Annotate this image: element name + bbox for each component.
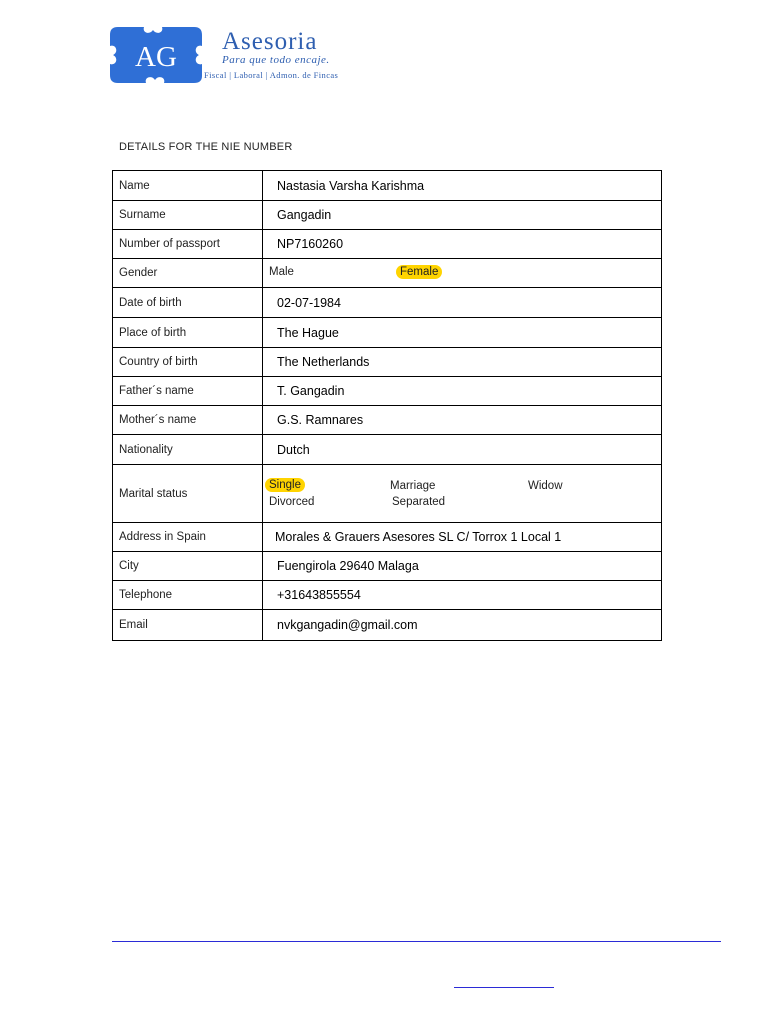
label-gender: Gender — [113, 259, 263, 288]
label-dob: Date of birth — [113, 288, 263, 318]
label-telephone: Telephone — [113, 581, 263, 610]
field-gender — [263, 259, 662, 288]
label-father: Father´s name — [113, 377, 263, 406]
row-cob — [113, 348, 662, 377]
svg-text:AG: AG — [135, 41, 177, 73]
field-dob[interactable]: 02-07-1984 — [263, 288, 662, 318]
field-father[interactable]: T. Gangadin — [263, 377, 662, 406]
brand-services: Fiscal | Laboral | Admon. de Fincas — [204, 70, 339, 80]
row-father — [113, 377, 662, 406]
field-pob[interactable]: The Hague — [263, 318, 662, 348]
field-marital — [263, 465, 662, 523]
row-pob — [113, 318, 662, 348]
field-surname[interactable]: Gangadin — [263, 201, 662, 230]
label-cob: Country of birth — [113, 348, 263, 377]
label-city: City — [113, 552, 263, 581]
label-nationality: Nationality — [113, 435, 263, 465]
marital-option-separated[interactable]: Separated — [392, 496, 446, 508]
row-name — [113, 171, 662, 201]
brand-name: Asesoria — [222, 28, 318, 55]
brand-tagline: Para que todo encaje. — [222, 54, 330, 66]
label-email: Email — [113, 610, 263, 641]
row-gender — [113, 259, 662, 288]
row-address — [113, 523, 662, 552]
row-nationality — [113, 435, 662, 465]
marital-option-divorced[interactable]: Divorced — [269, 496, 315, 508]
row-marital — [113, 465, 662, 523]
marital-option-widow[interactable]: Widow — [528, 480, 563, 492]
label-address: Address in Spain — [113, 523, 263, 552]
field-address[interactable]: Morales & Grauers Asesores SL C/ Torrox 1 Local 1 — [263, 523, 662, 552]
field-nationality[interactable]: Dutch — [263, 435, 662, 465]
label-mother: Mother´s name — [113, 406, 263, 435]
label-surname: Surname — [113, 201, 263, 230]
form-heading: DETAILS FOR THE NIE NUMBER — [119, 141, 293, 153]
label-name: Name — [113, 171, 263, 201]
nie-details-table — [112, 170, 662, 641]
row-telephone — [113, 581, 662, 610]
marital-option-single[interactable]: Single — [265, 478, 305, 492]
field-email[interactable]: nvkgangadin@gmail.com — [263, 610, 662, 641]
footer-link-underline[interactable] — [454, 987, 554, 988]
row-dob — [113, 288, 662, 318]
row-passport — [113, 230, 662, 259]
row-surname — [113, 201, 662, 230]
footer-rule — [112, 941, 721, 942]
marital-option-marriage[interactable]: Marriage — [390, 480, 436, 492]
company-logo — [104, 24, 354, 90]
label-marital: Marital status — [113, 465, 263, 523]
row-email — [113, 610, 662, 641]
gender-option-male[interactable]: Male — [269, 266, 294, 278]
puzzle-piece-icon — [104, 24, 204, 86]
field-city[interactable]: Fuengirola 29640 Malaga — [263, 552, 662, 581]
label-pob: Place of birth — [113, 318, 263, 348]
row-city — [113, 552, 662, 581]
field-name[interactable]: Nastasia Varsha Karishma — [263, 171, 662, 201]
field-cob[interactable]: The Netherlands — [263, 348, 662, 377]
field-passport[interactable]: NP7160260 — [263, 230, 662, 259]
row-mother — [113, 406, 662, 435]
field-telephone[interactable]: +31643855554 — [263, 581, 662, 610]
label-passport: Number of passport — [113, 230, 263, 259]
gender-option-female[interactable]: Female — [396, 265, 442, 279]
field-mother[interactable]: G.S. Ramnares — [263, 406, 662, 435]
